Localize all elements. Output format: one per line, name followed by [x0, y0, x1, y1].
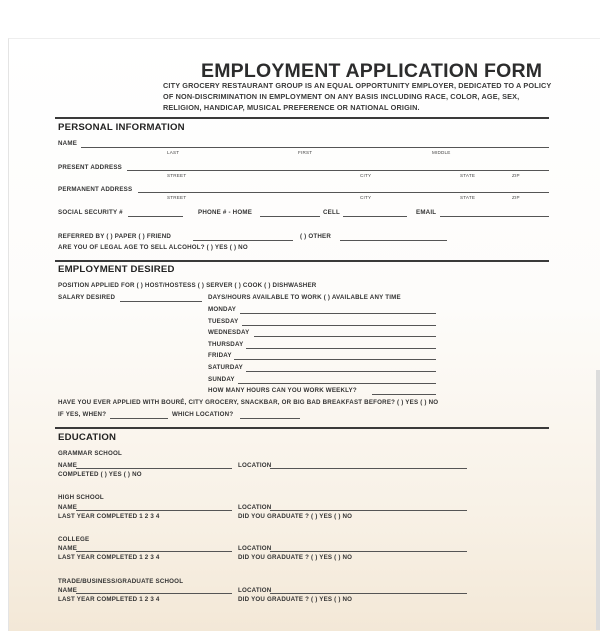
referred-by[interactable]: REFERRED BY ( ) PAPER ( ) FRIEND — [58, 233, 172, 240]
days-hours-available[interactable]: DAYS/HOURS AVAILABLE TO WORK ( ) AVAILABLE ANY TIME — [208, 294, 401, 301]
label-wednesday: WEDNESDAY — [208, 329, 250, 336]
monday-hours-field[interactable] — [240, 313, 436, 314]
label-zip: ZIP — [512, 195, 520, 200]
label-grammar-location: LOCATION — [238, 462, 272, 469]
form-title: EMPLOYMENT APPLICATION FORM — [201, 60, 543, 82]
high-location-field[interactable] — [270, 510, 467, 511]
label-zip: ZIP — [512, 173, 520, 178]
trade-last-year[interactable]: LAST YEAR COMPLETED 1 2 3 4 — [58, 596, 160, 603]
label-name: NAME — [58, 140, 78, 147]
position-applied[interactable]: POSITION APPLIED FOR ( ) HOST/HOSTESS ( ) SERVER ( ) COOK ( ) DISHWASHER — [58, 282, 317, 289]
section-title-personal: PERSONAL INFORMATION — [58, 122, 185, 133]
sunday-hours-field[interactable] — [238, 383, 436, 384]
salary-field[interactable] — [120, 301, 202, 302]
hours-weekly-field[interactable] — [372, 394, 436, 395]
eeo-statement: CITY GROCERY RESTAURANT GROUP IS AN EQUAL OPPORTUNITY EMPLOYER, DEDICATED TO A POLICY OF NON-DISCRIMINATION IN EMPLOYMENT ON ANY BASIS INCLUDING RACE, COLOR, AGE, SEX, RELIGION, HANDICAP, MUSICAL PREFERENCE OR NATIONAL ORIGIN. — [163, 81, 552, 112]
page-edge-shadow — [596, 370, 600, 630]
referred-friend-field[interactable] — [193, 240, 293, 241]
label-saturday: SATURDAY — [208, 364, 243, 371]
label-college-name: NAME — [58, 545, 78, 552]
label-grammar-name: NAME — [58, 462, 78, 469]
saturday-hours-field[interactable] — [246, 371, 436, 372]
high-graduate[interactable]: DID YOU GRADUATE ? ( ) YES ( ) NO — [238, 513, 353, 520]
label-trade-name: NAME — [58, 587, 78, 594]
high-school-title: HIGH SCHOOL — [58, 494, 104, 501]
label-email: EMAIL — [416, 209, 437, 216]
trade-graduate[interactable]: DID YOU GRADUATE ? ( ) YES ( ) NO — [238, 596, 353, 603]
section-title-education: EDUCATION — [58, 432, 117, 443]
permanent-address-field[interactable] — [138, 192, 549, 193]
referred-other-field[interactable] — [340, 240, 447, 241]
section-title-employment: EMPLOYMENT DESIRED — [58, 264, 175, 275]
label-permanent-address: PERMANENT ADDRESS — [58, 186, 133, 193]
trade-school-title: TRADE/BUSINESS/GRADUATE SCHOOL — [58, 578, 184, 585]
label-trade-location: LOCATION — [238, 587, 272, 594]
tuesday-hours-field[interactable] — [242, 325, 436, 326]
trade-location-field[interactable] — [270, 593, 467, 594]
label-monday: MONDAY — [208, 306, 237, 313]
phone-field[interactable] — [260, 216, 320, 217]
label-last: LAST — [167, 150, 180, 155]
section-rule — [55, 427, 549, 429]
label-street: STREET — [167, 173, 187, 178]
high-name-field[interactable] — [76, 510, 232, 511]
grammar-name-field[interactable] — [76, 468, 232, 469]
label-first: FIRST — [298, 150, 313, 155]
label-hours-weekly: HOW MANY HOURS CAN YOU WORK WEEKLY? — [208, 387, 357, 394]
trade-name-field[interactable] — [76, 593, 232, 594]
legal-age-question[interactable]: ARE YOU OF LEGAL AGE TO SELL ALCOHOL? ( ) YES ( ) NO — [58, 244, 248, 251]
referred-other[interactable]: ( ) OTHER — [300, 233, 332, 240]
label-if-yes-when: IF YES, WHEN? — [58, 411, 107, 418]
college-location-field[interactable] — [270, 551, 467, 552]
cell-field[interactable] — [343, 216, 407, 217]
label-city: CITY — [360, 173, 372, 178]
label-state: STATE — [460, 173, 476, 178]
applied-before-question[interactable]: HAVE YOU EVER APPLIED WITH BOURÉ, CITY GROCERY, SNACKBAR, OR BIG BAD BREAKFAST BEFORE? ( ) YES ( ) NO — [58, 399, 439, 406]
thursday-hours-field[interactable] — [246, 348, 436, 349]
label-sunday: SUNDAY — [208, 376, 235, 383]
label-salary: SALARY DESIRED — [58, 294, 116, 301]
label-which-location: WHICH LOCATION? — [172, 411, 234, 418]
wednesday-hours-field[interactable] — [254, 336, 436, 337]
college-last-year[interactable]: LAST YEAR COMPLETED 1 2 3 4 — [58, 554, 160, 561]
grammar-completed[interactable]: COMPLETED ( ) YES ( ) NO — [58, 471, 142, 478]
label-state: STATE — [460, 195, 476, 200]
high-last-year[interactable]: LAST YEAR COMPLETED 1 2 3 4 — [58, 513, 160, 520]
label-present-address: PRESENT ADDRESS — [58, 164, 122, 171]
email-field[interactable] — [440, 216, 549, 217]
label-tuesday: TUESDAY — [208, 318, 239, 325]
section-rule — [55, 260, 549, 262]
grammar-school-title: GRAMMAR SCHOOL — [58, 450, 122, 457]
grammar-location-field[interactable] — [270, 468, 467, 469]
label-phone: PHONE # - HOME — [198, 209, 253, 216]
ssn-field[interactable] — [128, 216, 183, 217]
label-high-location: LOCATION — [238, 504, 272, 511]
name-field[interactable] — [81, 147, 549, 148]
label-high-name: NAME — [58, 504, 78, 511]
label-thursday: THURSDAY — [208, 341, 244, 348]
section-rule — [55, 117, 549, 119]
friday-hours-field[interactable] — [234, 359, 436, 360]
if-yes-when-field[interactable] — [110, 418, 168, 419]
label-middle: MIDDLE — [432, 150, 451, 155]
college-title: COLLEGE — [58, 536, 90, 543]
label-cell: CELL — [323, 209, 340, 216]
college-graduate[interactable]: DID YOU GRADUATE ? ( ) YES ( ) NO — [238, 554, 353, 561]
present-address-field[interactable] — [127, 170, 549, 171]
label-street: STREET — [167, 195, 187, 200]
label-friday: FRIDAY — [208, 352, 232, 359]
label-college-location: LOCATION — [238, 545, 272, 552]
college-name-field[interactable] — [76, 551, 232, 552]
label-ssn: SOCIAL SECURITY # — [58, 209, 123, 216]
label-city: CITY — [360, 195, 372, 200]
which-location-field[interactable] — [240, 418, 300, 419]
